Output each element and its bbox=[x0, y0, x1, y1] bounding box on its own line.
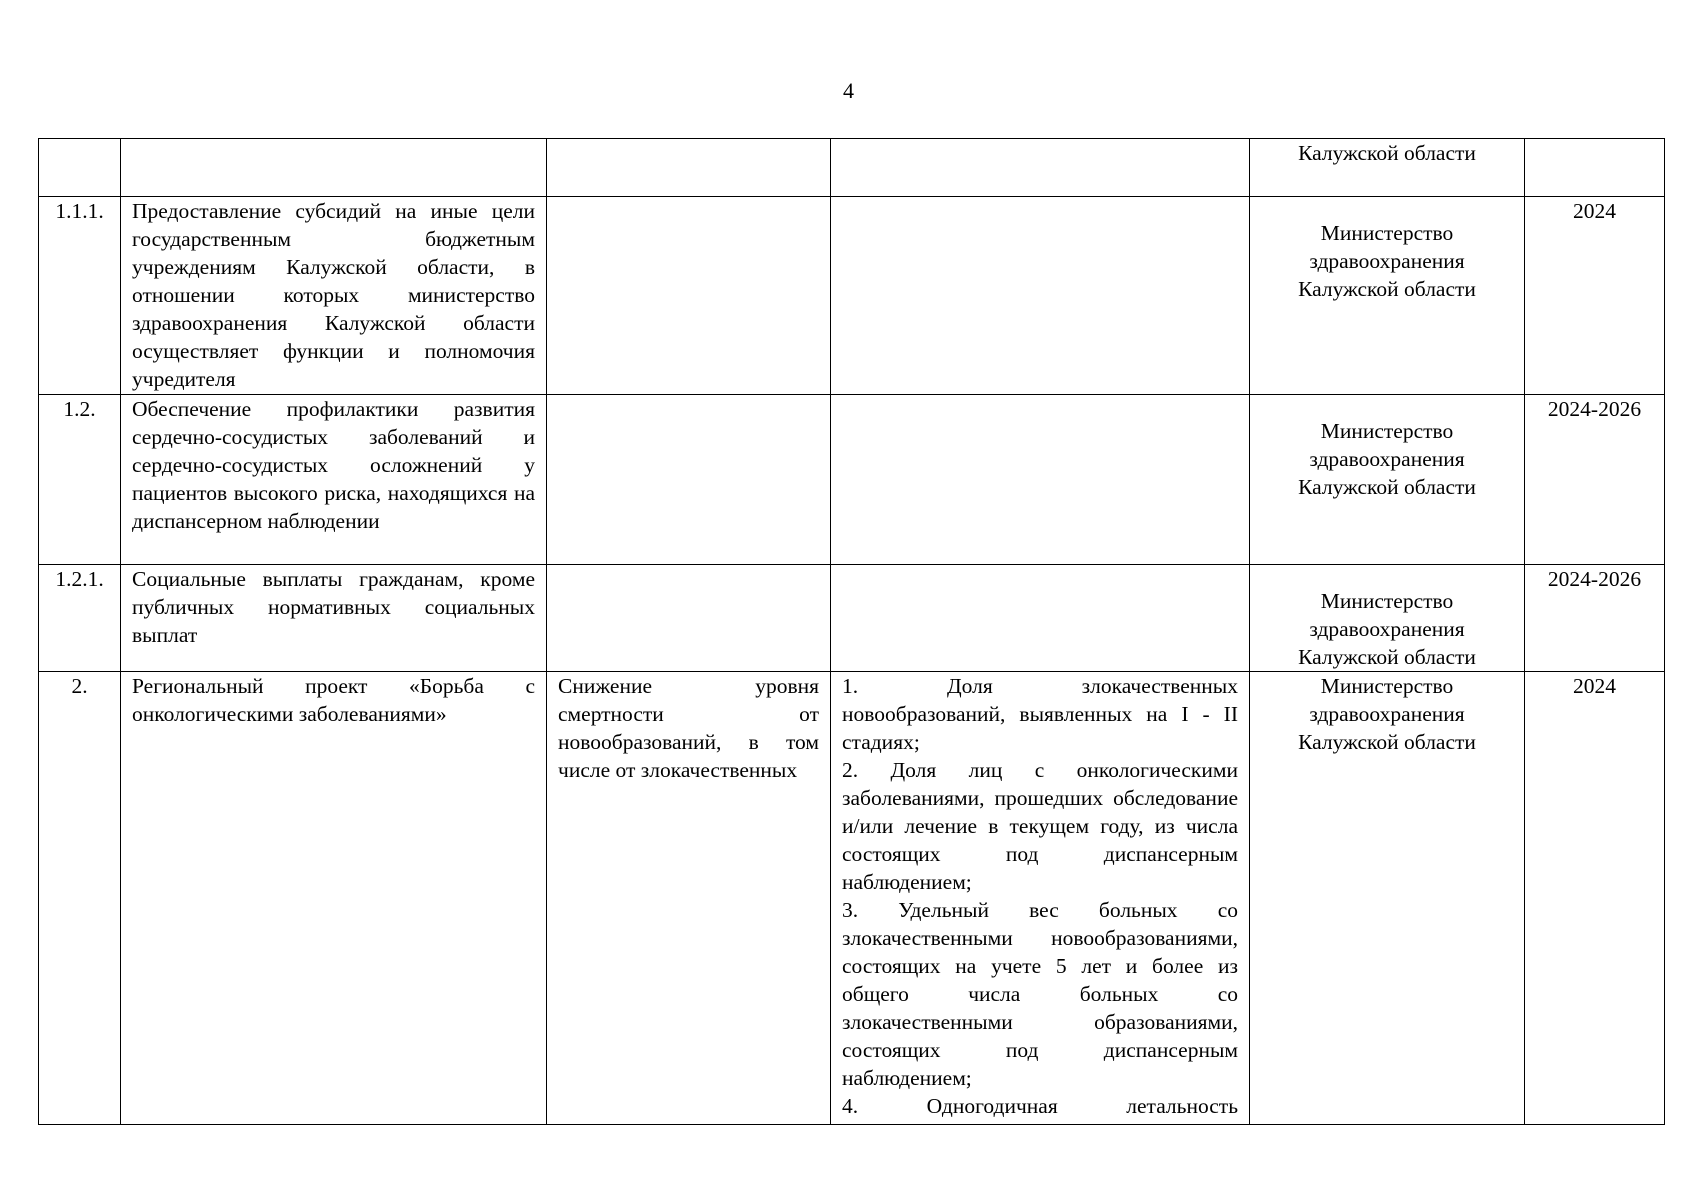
table-row bbox=[39, 139, 1665, 197]
row-responsible-cell bbox=[1250, 139, 1525, 197]
row-indicators-cell bbox=[831, 197, 1250, 395]
responsible-text: Министерство здравоохранения Калужской области bbox=[1298, 589, 1476, 669]
row-responsible-cell bbox=[1250, 395, 1525, 565]
indicator-item: 3. Удельный вес больных со злокачественными новообразованиями, состоящих на учете 5 лет и более из общего числа больных со злокачественными образованиями, состоящих под диспансерным наблюдением; bbox=[842, 898, 1238, 1090]
table-row bbox=[39, 197, 1665, 395]
row-name-cell: Региональный проект «Борьба с онкологическими заболеваниями» bbox=[121, 672, 547, 1125]
row-indicators-cell bbox=[831, 139, 1250, 197]
row-name-cell: Обеспечение профилактики развития сердечно-сосудистых заболеваний и сердечно-сосудистых осложнений у пациентов высокого риска, находящихся на диспансерном наблюдении bbox=[121, 395, 547, 565]
row-year-cell: 2024-2026 bbox=[1525, 565, 1665, 672]
row-goal-cell: Снижение уровня смертности от новообразований, в том числе от злокачественных bbox=[547, 672, 831, 1125]
table-row bbox=[39, 395, 1665, 565]
row-indicators-cell bbox=[831, 672, 1250, 1125]
row-number-cell: 1.2.1. bbox=[39, 565, 121, 672]
row-number-cell: 1.2. bbox=[39, 395, 121, 565]
row-year-cell: 2024-2026 bbox=[1525, 395, 1665, 565]
indicator-item: 1. Доля злокачественных новообразований, выявленных на I - II стадиях; bbox=[842, 674, 1238, 754]
row-year-cell: 2024 bbox=[1525, 197, 1665, 395]
row-name-cell: Социальные выплаты гражданам, кроме публичных нормативных социальных выплат bbox=[121, 565, 547, 672]
row-goal-cell bbox=[547, 197, 831, 395]
indicator-item: 2. Доля лиц с онкологическими заболеваниями, прошедших обследование и/или лечение в текущем году, из числа состоящих под диспансерным наблюдением; bbox=[842, 758, 1238, 894]
row-indicators-cell bbox=[831, 565, 1250, 672]
responsible-text: Министерство здравоохранения Калужской области bbox=[1298, 419, 1476, 499]
table-row bbox=[39, 672, 1665, 1125]
responsible-text: Калужской области bbox=[1298, 141, 1476, 165]
indicator-item: 4. Одногодичная летальность bbox=[842, 1094, 1238, 1118]
row-number-cell bbox=[39, 139, 121, 197]
row-year-cell bbox=[1525, 139, 1665, 197]
table-row bbox=[39, 565, 1665, 672]
row-responsible-cell bbox=[1250, 565, 1525, 672]
row-goal-cell bbox=[547, 565, 831, 672]
row-number-cell: 2. bbox=[39, 672, 121, 1125]
row-goal-cell bbox=[547, 395, 831, 565]
row-responsible-cell bbox=[1250, 197, 1525, 395]
row-goal-cell bbox=[547, 139, 831, 197]
responsible-text: Министерство здравоохранения Калужской области bbox=[1298, 674, 1476, 754]
row-number-cell: 1.1.1. bbox=[39, 197, 121, 395]
responsible-text: Министерство здравоохранения Калужской области bbox=[1298, 221, 1476, 301]
page-number: 4 bbox=[843, 78, 854, 103]
row-indicators-cell bbox=[831, 395, 1250, 565]
row-responsible-cell bbox=[1250, 672, 1525, 1125]
row-name-cell: Предоставление субсидий на иные цели государственным бюджетным учреждениям Калужской области, в отношении которых министерство здравоохранения Калужской области осуществляет функции и полномочия учредителя bbox=[121, 197, 547, 395]
program-table bbox=[38, 138, 1665, 1125]
row-name-cell bbox=[121, 139, 547, 197]
row-year-cell: 2024 bbox=[1525, 672, 1665, 1125]
